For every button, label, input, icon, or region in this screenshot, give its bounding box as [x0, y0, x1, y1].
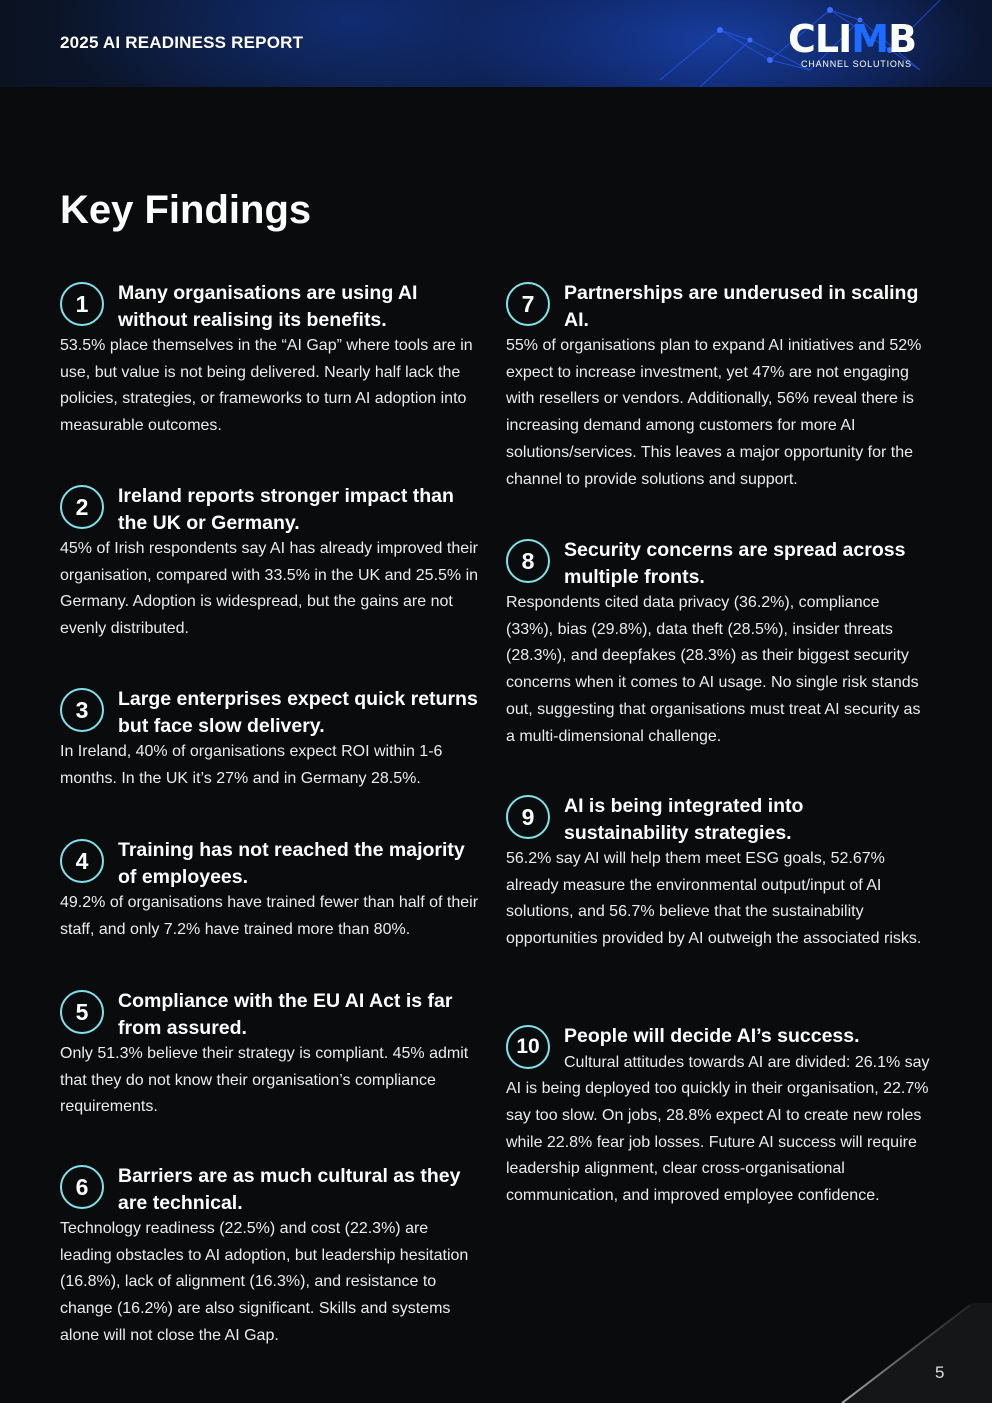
finding-heading: People will decide AI’s success. — [564, 1025, 860, 1047]
finding-body: In Ireland, 40% of organisations expect ROI within 1-6 months. In the UK it’s 27% and in Germany 28.5%. — [60, 743, 443, 787]
number-badge: 2 — [60, 485, 104, 529]
finding-body: Only 51.3% believe their strategy is compliant. 45% admit that they do not know their organisation’s compliance requirements. — [60, 1045, 469, 1116]
finding-1 — [60, 280, 480, 440]
climb-logo — [788, 17, 933, 69]
finding-body: 56.2% say AI will help them meet ESG goals, 52.67% already measure the environmental output/input of AI solutions, and 56.7% believe that the sustainability opportunities provided by AI outweigh the associated risks. — [506, 850, 922, 948]
logo-subtitle: CHANNEL SOLUTIONS — [801, 59, 912, 69]
finding-heading: Compliance with the EU AI Act is far from assured. — [118, 990, 453, 1039]
number-badge: 5 — [60, 990, 104, 1034]
page-title: Key Findings — [60, 188, 312, 232]
finding-heading: Ireland reports stronger impact than the UK or Germany. — [118, 485, 454, 534]
finding-body: Technology readiness (22.5%) and cost (22.3%) are leading obstacles to AI adoption, but leadership hesitation (16.8%), lack of alignment (16.3%), and resistance to change (16.2%) are also significant. Skills and systems alone will not close the AI Gap. — [60, 1220, 469, 1344]
finding-heading: Security concerns are spread across multiple fronts. — [564, 539, 906, 588]
logo-wordmark: CLIMB — [788, 17, 917, 61]
finding-6 — [60, 1163, 480, 1350]
finding-5 — [60, 988, 480, 1121]
finding-body: 53.5% place themselves in the “AI Gap” where tools are in use, but value is not being delivered. Nearly half lack the policies, strategies, or frameworks to turn AI adoption into measurable outcomes. — [60, 337, 473, 435]
header-banner — [0, 0, 992, 87]
finding-heading: AI is being integrated into sustainability strategies. — [564, 795, 804, 844]
finding-10 — [506, 1023, 931, 1210]
finding-heading: Barriers are as much cultural as they are technical. — [118, 1165, 461, 1214]
finding-heading: Many organisations are using AI without realising its benefits. — [118, 282, 418, 331]
number-badge: 10 — [506, 1025, 550, 1069]
finding-heading: Training has not reached the majority of employees. — [118, 839, 465, 888]
finding-body: Cultural attitudes towards AI are divided: 26.1% say AI is being deployed too quickly in their organisation, 22.7% say too slow. On jobs, 28.8% expect AI to create new roles while 22.8% fear job losses. Future AI success will require leadership alignment, clear cross-organisational communication, and improved employee confidence. — [506, 1053, 930, 1205]
finding-3 — [60, 686, 480, 792]
finding-heading: Large enterprises expect quick returns but face slow delivery. — [118, 688, 478, 737]
finding-body: 55% of organisations plan to expand AI initiatives and 52% expect to increase investment, yet 47% are not engaging with resellers or vendors. Additionally, 56% reveal there is increasing demand among customers for more AI solutions/services. This leaves a major opportunity for the channel to provide solutions and support. — [506, 337, 922, 488]
finding-4 — [60, 837, 480, 943]
finding-heading: Partnerships are underused in scaling AI. — [564, 282, 919, 331]
number-badge: 1 — [60, 282, 104, 326]
finding-9 — [506, 793, 931, 953]
number-badge: 4 — [60, 839, 104, 883]
page-number: 5 — [935, 1363, 945, 1382]
number-badge: 9 — [506, 795, 550, 839]
number-badge: 7 — [506, 282, 550, 326]
finding-7 — [506, 280, 931, 493]
number-badge: 8 — [506, 539, 550, 583]
report-title: 2025 AI READINESS REPORT — [60, 33, 304, 52]
finding-body: 45% of Irish respondents say AI has already improved their organisation, compared with 33.5% in the UK and 25.5% in Germany. Adoption is widespread, but the gains are not evenly distributed. — [60, 540, 479, 638]
finding-body: Respondents cited data privacy (36.2%), compliance (33%), bias (29.8%), data theft (28.5%), insider threats (28.3%), and deepfakes (28.3%) as their biggest security concerns when it comes to AI usage. No single risk stands out, suggesting that organisations must treat AI security as a multi-dimensional challenge. — [506, 594, 921, 745]
number-badge: 3 — [60, 688, 104, 732]
corner-decoration — [692, 1303, 992, 1403]
finding-8 — [506, 537, 931, 750]
finding-body: 49.2% of organisations have trained fewer than half of their staff, and only 7.2% have trained more than 80%. — [60, 894, 479, 938]
finding-2 — [60, 483, 480, 643]
number-badge: 6 — [60, 1165, 104, 1209]
